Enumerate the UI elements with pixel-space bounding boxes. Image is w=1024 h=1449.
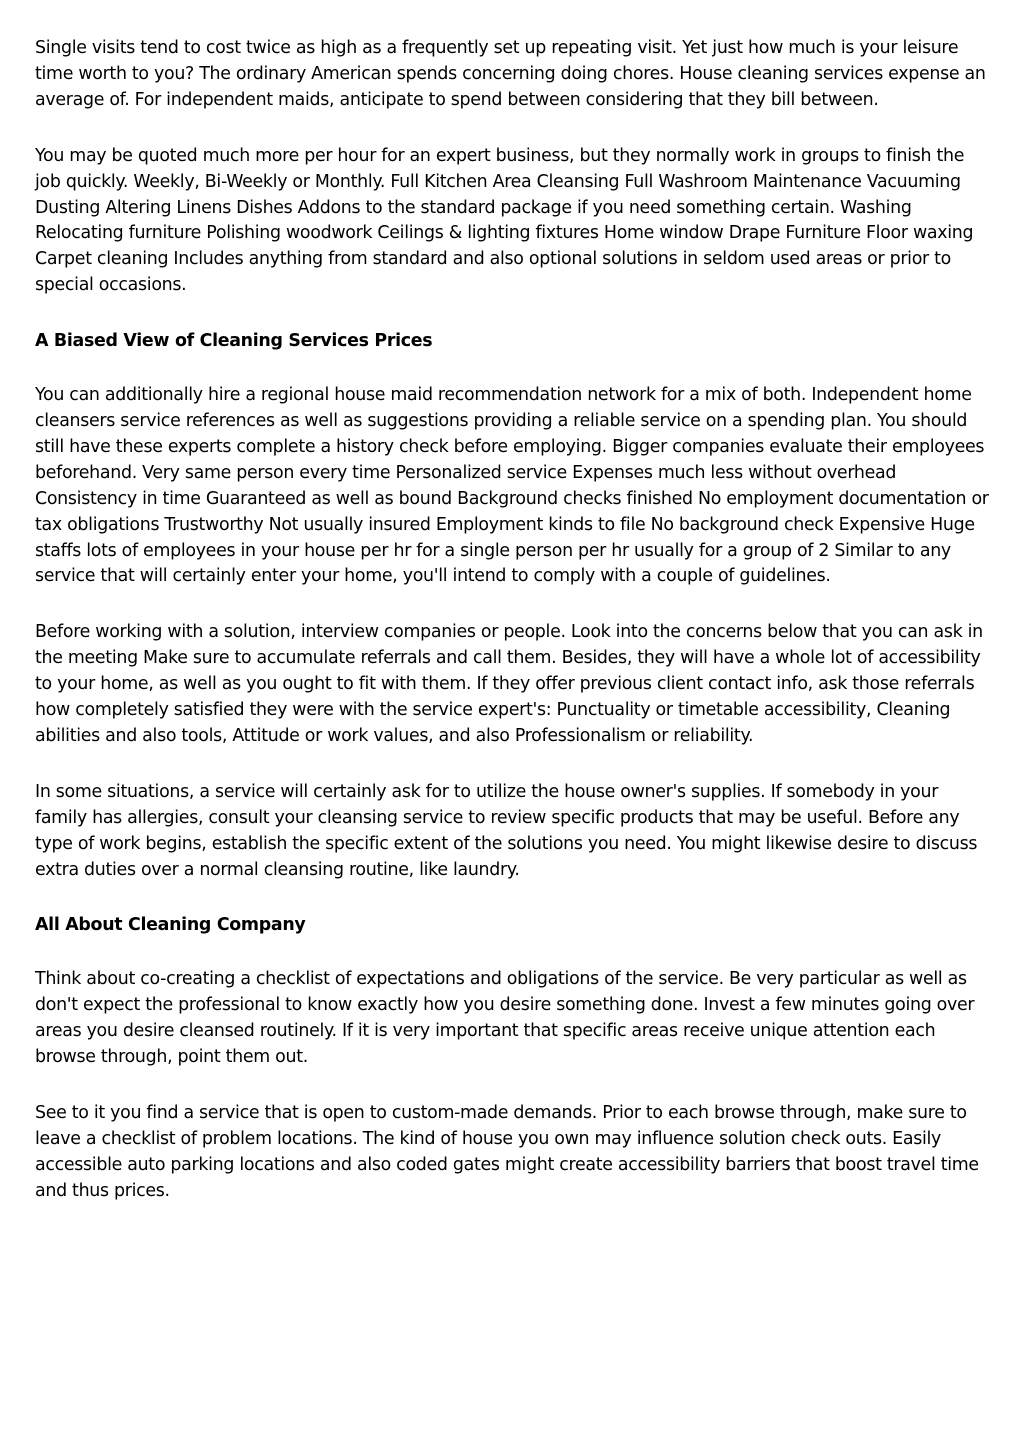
paragraph-4: Before working with a solution, interview companies or people. Look into the concerns below that you can ask in the meeting Make sure to accumulate referrals and call them. Besides, they will have a whole lot of accessibility to your home, as well as you ought to fit with them. If they offer previous client contact info, ask those referrals how completely satisfied they were with the service expert's: Punctuality or timetable accessibility, Cleaning abilities and also tools, Attitude or work values, and also Professionalism or reliability. [35, 622, 983, 746]
paragraph-6: Think about co-creating a checklist of expectations and obligations of the service. Be very particular as well as don't expect the professional to know exactly how you desire something done. Invest a few minutes going over areas you desire cleansed routinely. If it is very important that specific areas receive unique attention each browse through, point them out. [35, 969, 975, 1068]
paragraph-7: See to it you find a service that is open to custom-made demands. Prior to each browse through, make sure to leave a checklist of problem locations. The kind of house you own may influence solution check outs. Easily accessible auto parking locations and also coded gates might create accessibility barriers that boost travel time and thus prices. [35, 1103, 979, 1201]
paragraph-1: Single visits tend to cost twice as high as a frequently set up repeating visit. Yet just how much is your leisure time worth to you? The ordinary American spends concerning doing chores. House cleaning services expense an average of. For independent maids, anticipate to spend between considering that they bill between. [35, 38, 986, 110]
paragraph-2: You may be quoted much more per hour for an expert business, but they normally work in groups to finish the job quickly. Weekly, Bi-Weekly or Monthly. Full Kitchen Area Cleansing Full Washroom Maintenance Vacuuming Dusting Altering Linens Dishes Addons to the standard package if you need something certain. Washing Relocating furniture Polishing woodwork Ceilings & lighting fixtures Home window Drape Furniture Floor waxing Carpet cleaning Includes anything from standard and also optional solutions in seldom used areas or prior to special occasions. [35, 145, 974, 296]
section-heading-prices: A Biased View of Cleaning Services Prices [35, 331, 433, 352]
section-heading-company: All About Cleaning Company [35, 915, 306, 936]
article-body [35, 36, 993, 1235]
paragraph-5: In some situations, a service will certainly ask for to utilize the house owner's supplies. If somebody in your family has allergies, consult your cleansing service to review specific products that may be useful. Before any type of work begins, establish the specific extent of the solutions you need. You might likewise desire to discuss extra duties over a normal cleansing routine, like laundry. [35, 781, 978, 880]
paragraph-3: You can additionally hire a regional house maid recommendation network for a mix of both. Independent home cleansers service references as well as suggestions providing a reliable service on a spending plan. You should still have these experts complete a history check before employing. Bigger companies evaluate their employees beforehand. Very same person every time Personalized service Expenses much less without overhead Consistency in time Guaranteed as well as bound Background checks finished No employment documentation or tax obligations Trustworthy Not usually insured Employment kinds to file No background check Expensive Huge staffs lots of employees in your house per hr for a single person per hr usually for a group of 2 Similar to any service that will certainly enter your home, you'll intend to comply with a couple of guidelines. [35, 385, 989, 587]
